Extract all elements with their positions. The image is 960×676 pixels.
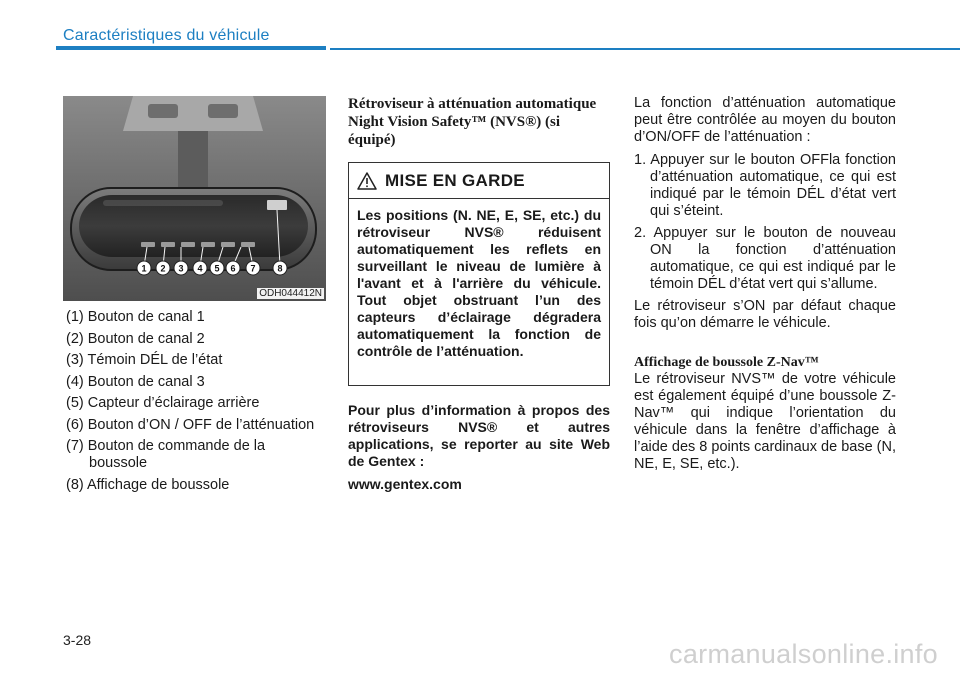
legend-item: (8) Affichage de boussole [66, 476, 230, 493]
legend-item: (5) Capteur d’éclairage arrière [66, 395, 260, 411]
warning-heading: MISE EN GARDE [385, 170, 525, 190]
header-accent-bar [56, 46, 326, 50]
watermark: carmanualsonline.info [669, 639, 938, 669]
figure-legend [66, 309, 326, 498]
intro-paragraph: La fonction d’atténuation automatique peut être contrôlée au moyen du bouton d’ON/OFF de l’atténuation : [634, 95, 896, 145]
callout-8: 8 [277, 263, 283, 274]
legend-item: (7) Bouton de commande de la boussole [66, 438, 266, 471]
header-rule [330, 48, 960, 50]
default-paragraph: Le rétroviseur s’ON par défaut chaque fois qu’on démarre le véhicule. [634, 298, 896, 331]
legend-item: (6) Bouton d’ON / OFF de l’atténuation [66, 416, 315, 433]
callout-4: 4 [197, 263, 203, 274]
legend-item: (2) Bouton de canal 2 [66, 330, 205, 347]
compass-paragraph: Le rétroviseur NVS™ de votre véhicule est également équipé d’une boussole Z-Nav™ qui indique l’orientation du véhicule dans la fenêtre d’affichage à l’aide des 8 points cardinaux de base (N, NE, E, SE, etc.). [634, 371, 896, 472]
info-paragraph: Pour plus d’information à propos des rétroviseurs NVS® et autres applications, se reporter au site Web de Gentex : [348, 402, 610, 469]
callout-7: 7 [250, 263, 256, 274]
legend-item: (1) Bouton de canal 1 [66, 309, 205, 325]
warning-box [348, 162, 610, 386]
callout-6: 6 [230, 263, 236, 274]
legend-item: (3) Témoin DÉL de l’état [66, 352, 223, 368]
callout-2: 2 [160, 263, 166, 274]
figure-code: ODH044412N [259, 288, 322, 299]
legend-item: (4) Bouton de canal 3 [66, 373, 205, 390]
warning-text: Les positions (N. NE, E, SE, etc.) du rétroviseur NVS® réduisent automatiquement les reflets en surveillant le niveau de lumière à l'avant et à l'arrière du véhicule. Tout objet obstruant l’un des capteurs d’éclairage dégradera automatiquement la fonction de contrôle de l’atténuation. [357, 207, 601, 359]
callout-3: 3 [178, 263, 184, 274]
step-item: 2. Appuyer sur le bouton de nouveau ON la fonction d’atténuation automatique, ce qui est indiqué par le témoin DÉL d’état vert qui s’allume. [634, 225, 896, 292]
compass-subheading: Affichage de boussole Z-Nav™ [634, 355, 819, 370]
callout-1: 1 [141, 263, 147, 274]
column-3 [634, 95, 896, 479]
page-number: 3-28 [63, 632, 92, 648]
warning-header [349, 163, 609, 199]
section-title: Rétroviseur à atténuation automatique Night Vision Safety™ (NVS®) (si équipé) [348, 96, 597, 148]
mirror-illustration [63, 96, 326, 301]
gentex-link[interactable]: www.gentex.com [348, 476, 462, 492]
mirror-photo [63, 96, 326, 301]
warning-triangle-icon [357, 172, 377, 190]
step-item: 1. Appuyer sur le bouton OFFla fonction d’atténuation automatique, ce qui est indiqué par le témoin DÉL d’état vert qui s’éteint. [634, 152, 896, 219]
section-header-title: Caractéristiques du véhicule [63, 27, 270, 44]
callout-5: 5 [214, 263, 220, 274]
